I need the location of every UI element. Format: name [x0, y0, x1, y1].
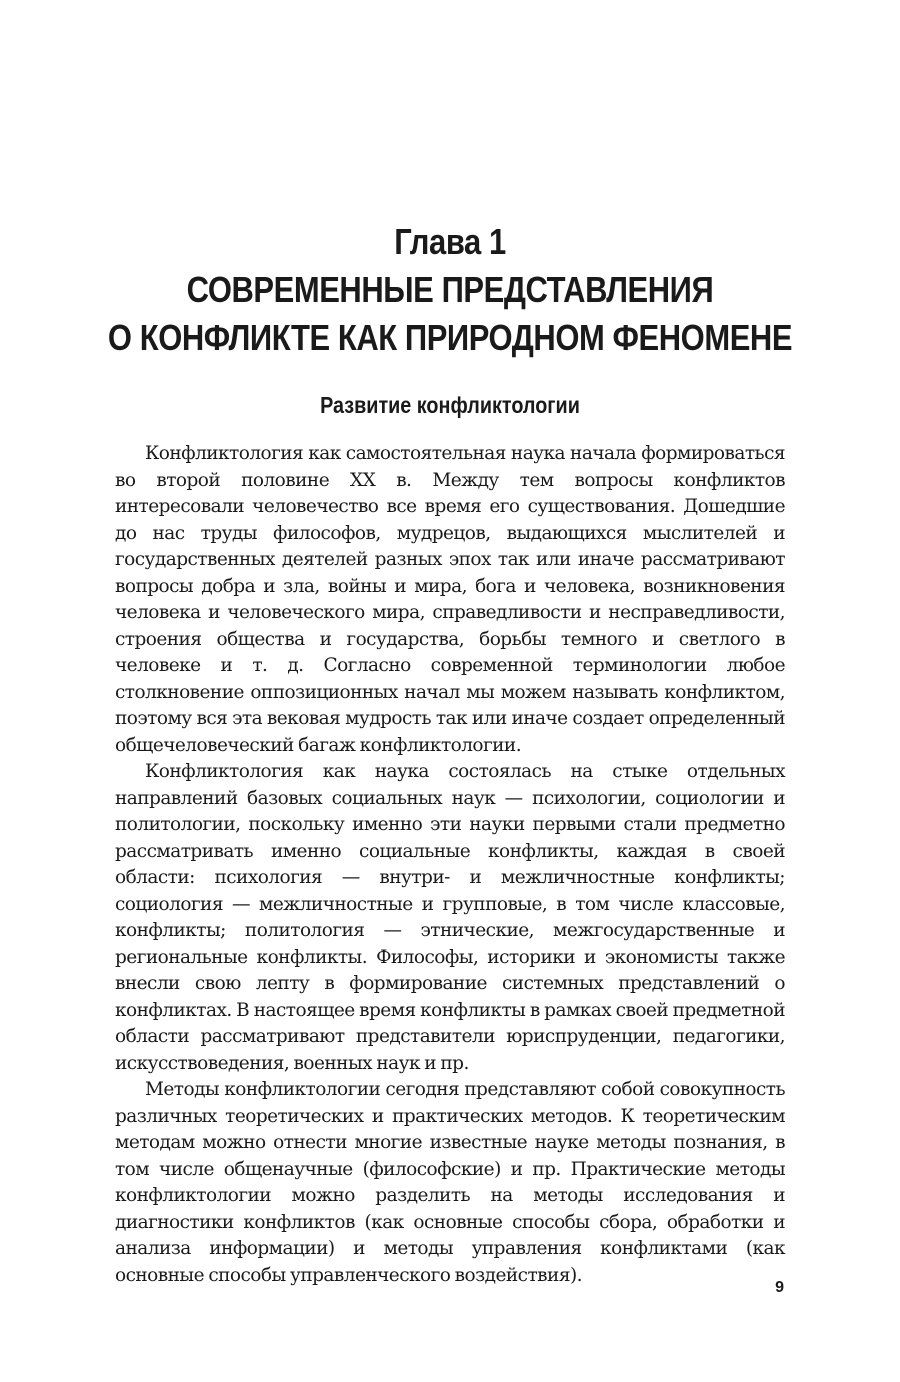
page-number: 9 — [775, 1279, 784, 1296]
chapter-label: Глава 1 — [394, 221, 506, 262]
chapter-title — [63, 266, 837, 362]
paragraph: Конфликтология как самостоятельная наука начала формироваться во второй половине XX в. Между тем вопросы конфликтов интересовали человечество все время его существования. Дошедшие до нас труды философов, мудрецов, выдающихся мыслителей и государственных деятелей разных эпох так или иначе рассматривают вопросы добра и зла, войны и мира, бога и человека, возникновения человека и человеческого мира, справедливости и несправедливости, строения общества и государства, борьбы темного и светлого в человеке и т. д. Согласно современной терминологии любое столкновение оппозиционных начал мы можем называть конфликтом, поэтому вся эта вековая мудрость так или иначе создает определенный общечеловеческий багаж конфликтологии. — [115, 443, 785, 756]
chapter-title-line-2: О КОНФЛИКТЕ КАК ПРИРОДНОМ ФЕНОМЕНЕ — [107, 317, 793, 358]
paragraph: Конфликтология как наука состоялась на стыке отдельных направлений базовых социальных наук — психологии, социологии и политологии, поскольку именно эти науки первыми стали предметно рассматривать именно социальные конфликты, каждая в своей области: психология — внутри- и межличностные конфликты; социология — межличностные и групповые, в том числе классовые, конфликты; политология — этнические, межгосударственные и региональные конфликты. Философы, историки и экономисты также внесли свою лепту в формирование системных представлений о конфликтах. В настоящее время конфликты в рамках своей предметной области рассматривают представители юриспруденции, педагогики, искусствоведения, военных наук и пр. — [115, 761, 785, 1074]
section-heading: Развитие конфликтологии — [320, 392, 580, 418]
paragraph: Методы конфликтологии сегодня представляют собой совокупность различных теоретических и практических методов. К теоретическим методам можно отнести многие известные науке методы познания, в том числе общенаучные (философские) и пр. Практические методы конфликтологии можно разделить на методы исследования и диагностики конфликтов (как основные способы сбора, обработки и анализа информации) и методы управления конфликтами (как основные способы управленческого воздействия). — [115, 1079, 785, 1286]
chapter-title-line-1: СОВРЕМЕННЫЕ ПРЕДСТАВЛЕНИЯ — [186, 269, 714, 310]
body-text — [115, 441, 785, 1289]
